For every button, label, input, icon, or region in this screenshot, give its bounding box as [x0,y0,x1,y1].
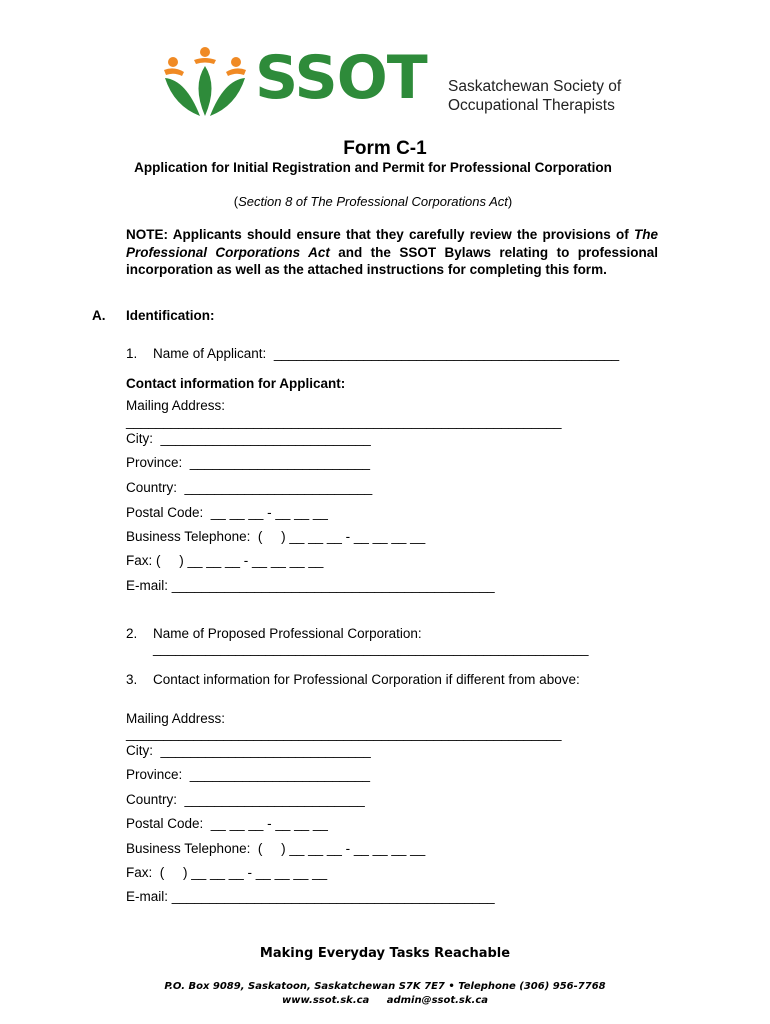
business-telephone-field[interactable]: Business Telephone: ( ) __ __ __ - __ __ __ __ [126,529,426,544]
corporation-contact-label: Contact information for Professional Corporation if different from above: [153,672,580,687]
people-leaf-icon [160,46,250,118]
applicant-name-field[interactable]: Name of Applicant: ______________________________________________ [153,346,620,361]
corp-mailing-address-label: Mailing Address: [126,711,226,726]
item-number: 3. [126,672,138,687]
corp-business-telephone-field[interactable]: Business Telephone: ( ) __ __ __ - __ __ __ __ [126,841,426,856]
section-letter: A. [92,308,106,323]
item-number: 2. [126,626,138,641]
footer-address: P.O. Box 9089, Saskatoon, Saskatchewan S7K 7E7 • Telephone (306) 956-7768 [164,981,606,992]
corp-city-field[interactable]: City: ____________________________ [126,743,371,758]
note-paragraph: NOTE: Applicants should ensure that they carefully review the provisions of The Professional Corporations Act and the SSOT Bylaws relating to professional incorporation as well as the attached instructions for completing this form. [126,227,658,277]
fax-field[interactable]: Fax: ( ) __ __ __ - __ __ __ __ [126,553,324,568]
corporation-name-label: Name of Proposed Professional Corporation: [153,626,422,641]
ssot-logo [160,43,630,118]
country-field[interactable]: Country: _________________________ [126,480,373,495]
corp-province-field[interactable]: Province: ________________________ [126,767,370,782]
corporation-name-field[interactable]: __________________________________________________________ [153,641,589,656]
province-field[interactable]: Province: ________________________ [126,455,370,470]
postal-code-field[interactable]: Postal Code: __ __ __ - __ __ __ [126,505,328,520]
corp-country-field[interactable]: Country: ________________________ [126,792,365,807]
footer-tagline: Making Everyday Tasks Reachable [259,946,511,961]
corp-fax-field[interactable]: Fax: ( ) __ __ __ - __ __ __ __ [126,865,328,880]
logo-wordmark: SSOT [255,43,427,113]
section-heading: Identification: [126,308,215,323]
mailing-address-field[interactable]: __________________________________________________________ [126,414,562,429]
city-field[interactable]: City: ____________________________ [126,431,371,446]
corp-email-field[interactable]: E-mail: ___________________________________________ [126,889,495,904]
corp-postal-code-field[interactable]: Postal Code: __ __ __ - __ __ __ [126,816,328,831]
email-field[interactable]: E-mail: ___________________________________________ [126,578,495,593]
contact-heading: Contact information for Applicant: [126,376,346,391]
form-subtitle: Application for Initial Registration and Permit for Professional Corporation [134,160,612,175]
form-title: Form C-1 [343,138,427,159]
item-number: 1. [126,346,138,361]
act-reference: (Section 8 of The Professional Corporations Act) [233,194,513,209]
corp-mailing-address-field[interactable]: __________________________________________________________ [126,726,562,741]
footer-web: www.ssot.sk.ca admin@ssot.sk.ca [281,995,488,1006]
logo-subtitle: Saskatchewan Society of Occupational Therapists [448,78,622,114]
mailing-address-label: Mailing Address: [126,398,226,413]
